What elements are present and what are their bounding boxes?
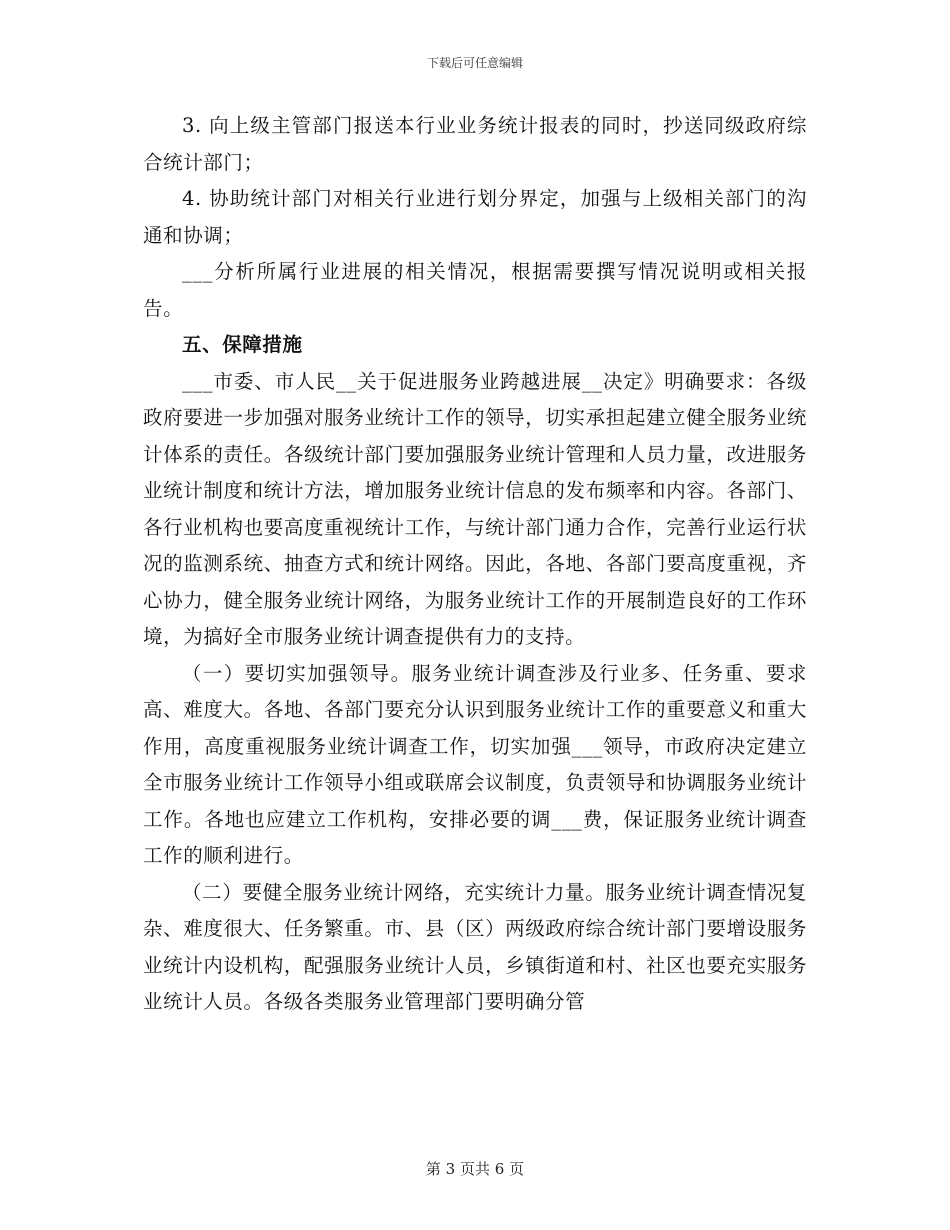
- paragraph-item-5: ___分析所属行业进展的相关情况，根据需要撰写情况说明或相关报告。: [143, 260, 807, 320]
- section-heading: 五、保障措施: [182, 333, 303, 356]
- page-footer: 第 3 页共 6 页: [425, 1160, 525, 1178]
- page-header: 下载后可任意编辑: [426, 56, 523, 70]
- paragraph-network: （二）要健全服务业统计网络，充实统计力量。服务业统计调查情况复杂、难度很大、任务繁重。市、县（区）两级政府综合统计部门要增设服务业统计内设机构，配强服务业统计人员，乡镇街道和村、社区也要充实服务业统计人员。各级各类服务业管理部门要明确分管: [143, 880, 807, 1013]
- paragraph-item-4: 4. 协助统计部门对相关行业进行划分界定，加强与上级相关部门的沟通和协调；: [143, 187, 807, 247]
- paragraph-intro: ___市委、市人民__关于促进服务业跨越进展__决定》明确要求：各级政府要进一步加强对服务业统计工作的领导，切实承担起建立健全服务业统计体系的责任。各级统计部门要加强服务业统计管理和人员力量，改进服务业统计制度和统计方法，增加服务业统计信息的发布频率和内容。各部门、各行业机构也要高度重视统计工作，与统计部门通力合作，完善行业运行状况的监测系统、抽查方式和统计网络。因此，各地、各部门要高度重视，齐心协力，健全服务业统计网络，为服务业统计工作的开展制造良好的工作环境，为搞好全市服务业统计调查提供有力的支持。: [143, 369, 807, 648]
- document-body: [143, 108, 807, 1021]
- paragraph-leadership: （一）要切实加强领导。服务业统计调查涉及行业多、任务重、要求高、难度大。各地、各部门要充分认识到服务业统计工作的重要意义和重大作用，高度重视服务业统计调查工作，切实加强___领导，市政府决定建立全市服务业统计工作领导小组或联席会议制度，负责领导和协调服务业统计工作。各地也应建立工作机构，安排必要的调___费，保证服务业统计调查工作的顺利进行。: [143, 661, 807, 867]
- paragraph-item-3: 3. 向上级主管部门报送本行业业务统计报表的同时，抄送同级政府综合统计部门；: [143, 114, 807, 174]
